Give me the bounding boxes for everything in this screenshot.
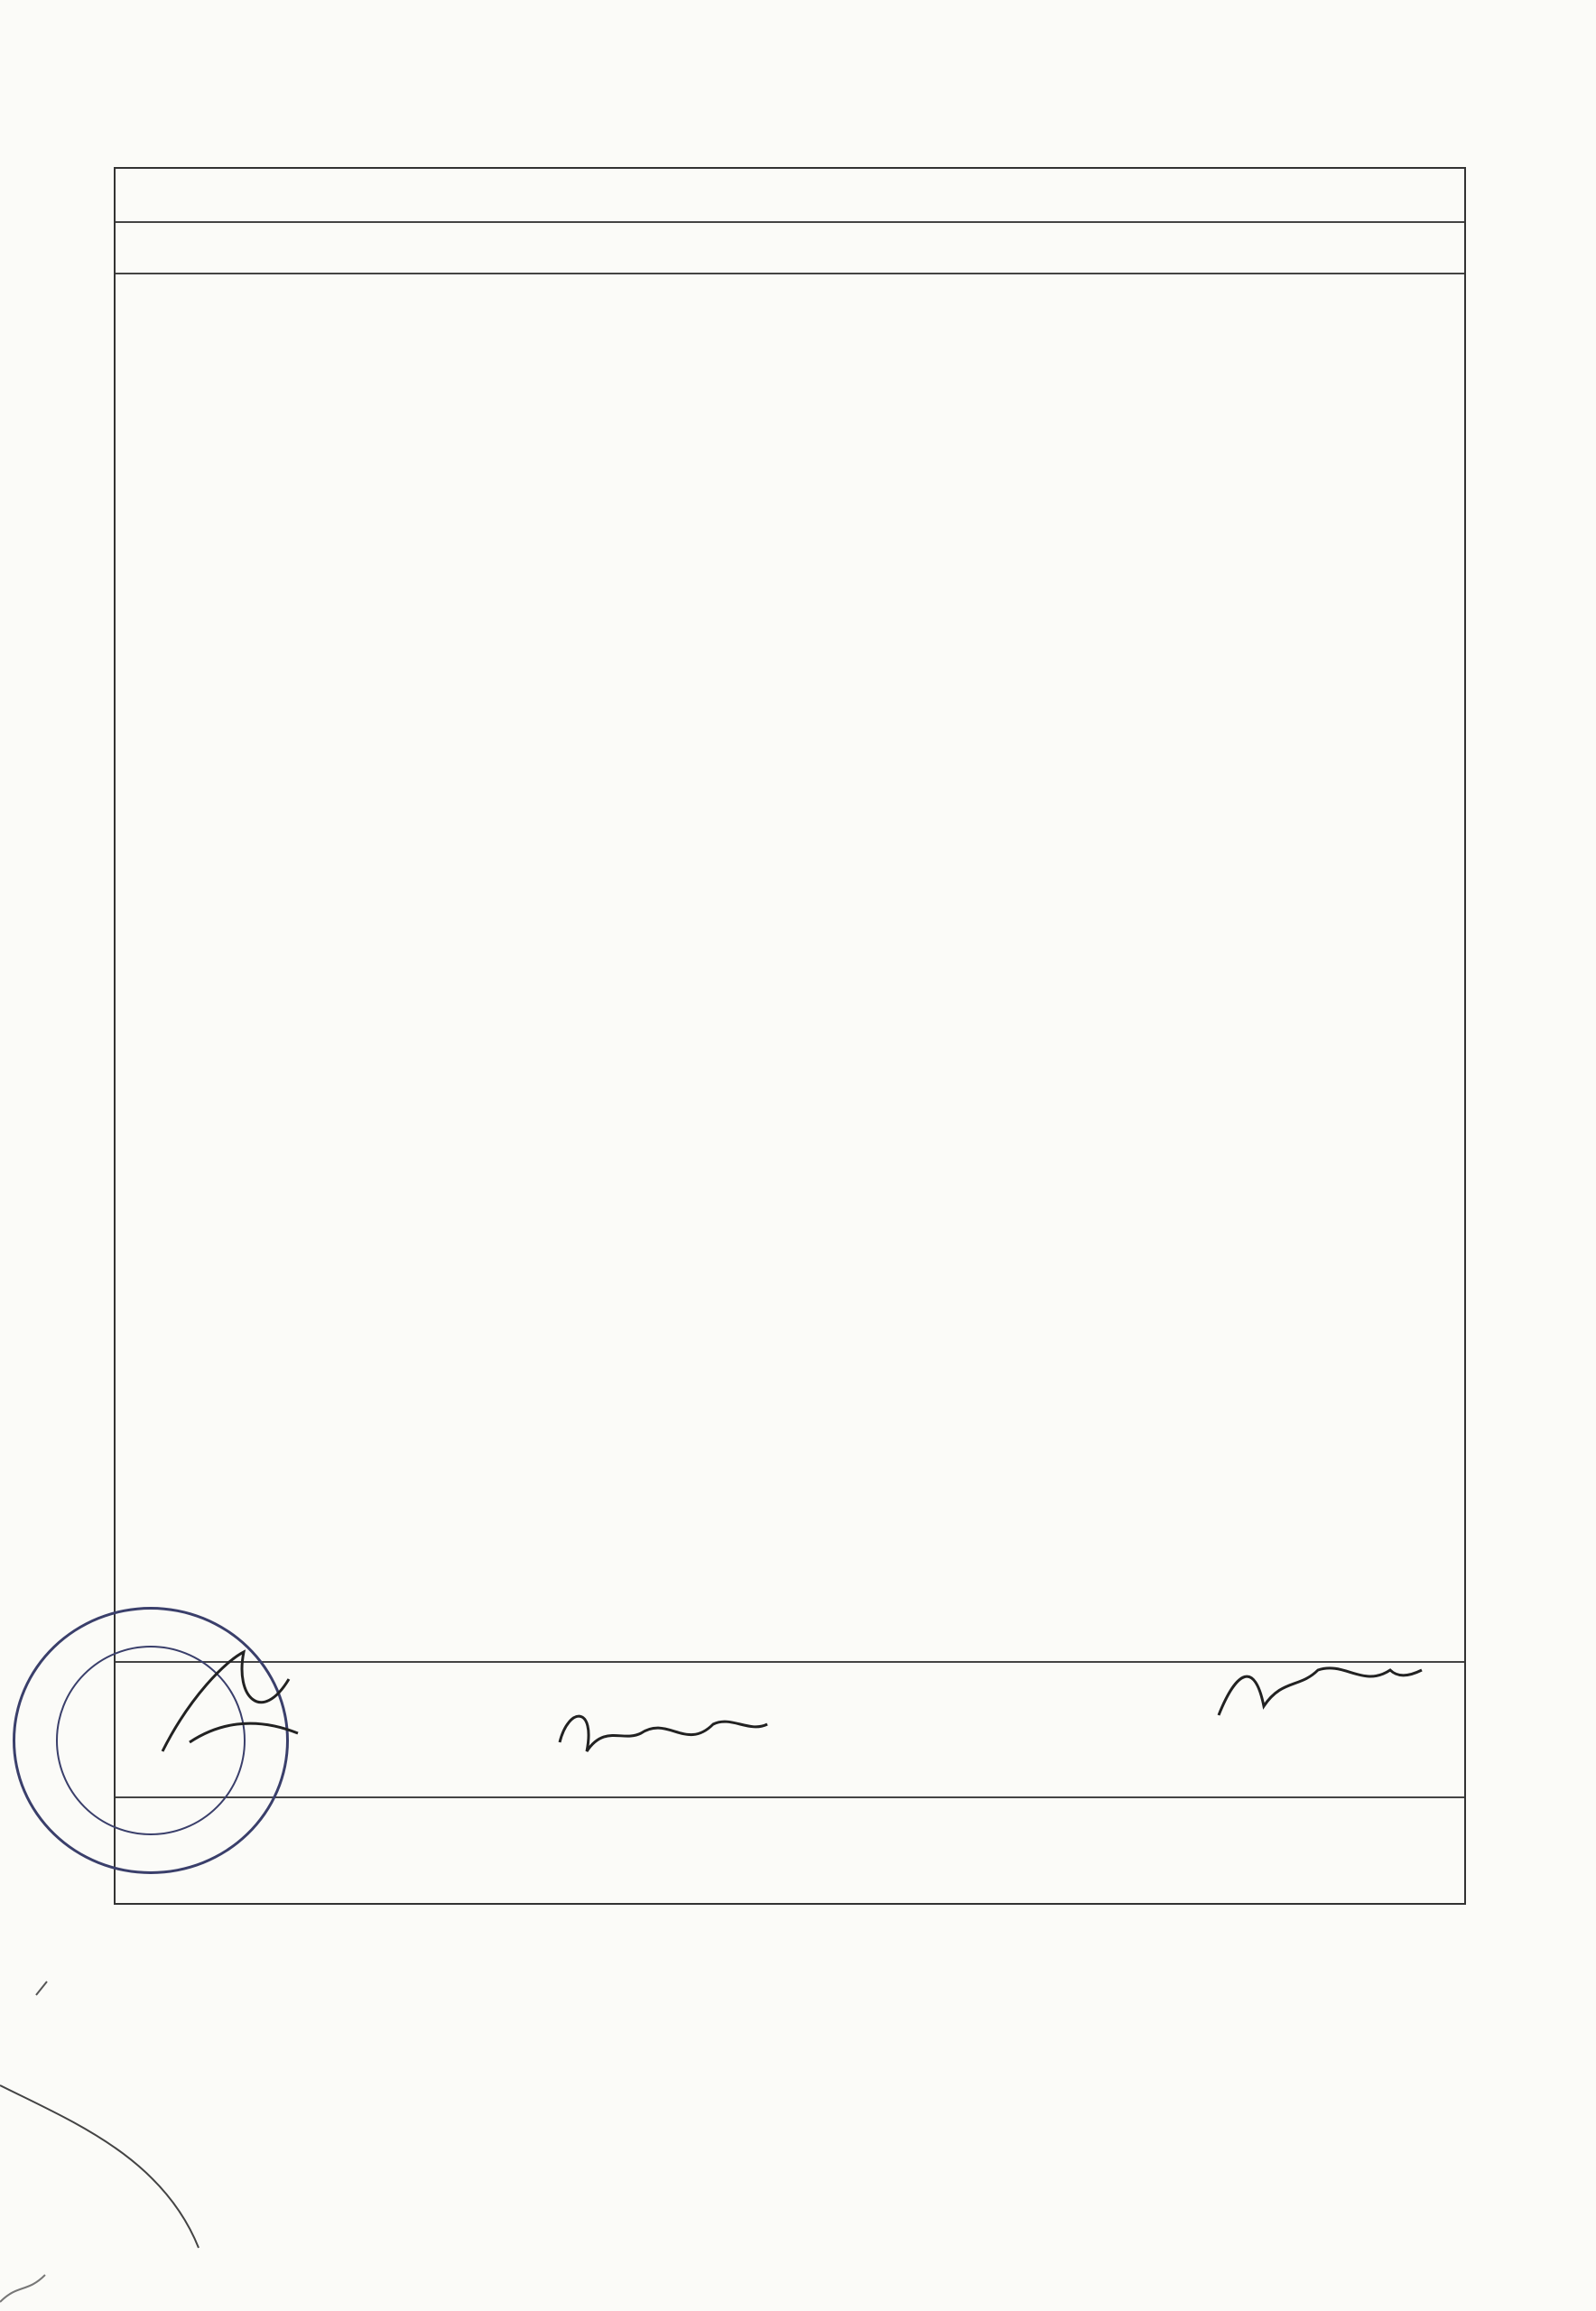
category-line [116,169,1464,223]
scan-artifact-icon [0,1941,235,2311]
manager-signature-icon [1210,1652,1426,1742]
intro-line [116,223,1464,274]
certification-form [114,167,1466,1905]
authorized-signature-icon [542,1697,776,1778]
principal-signature-icon [135,1643,316,1769]
